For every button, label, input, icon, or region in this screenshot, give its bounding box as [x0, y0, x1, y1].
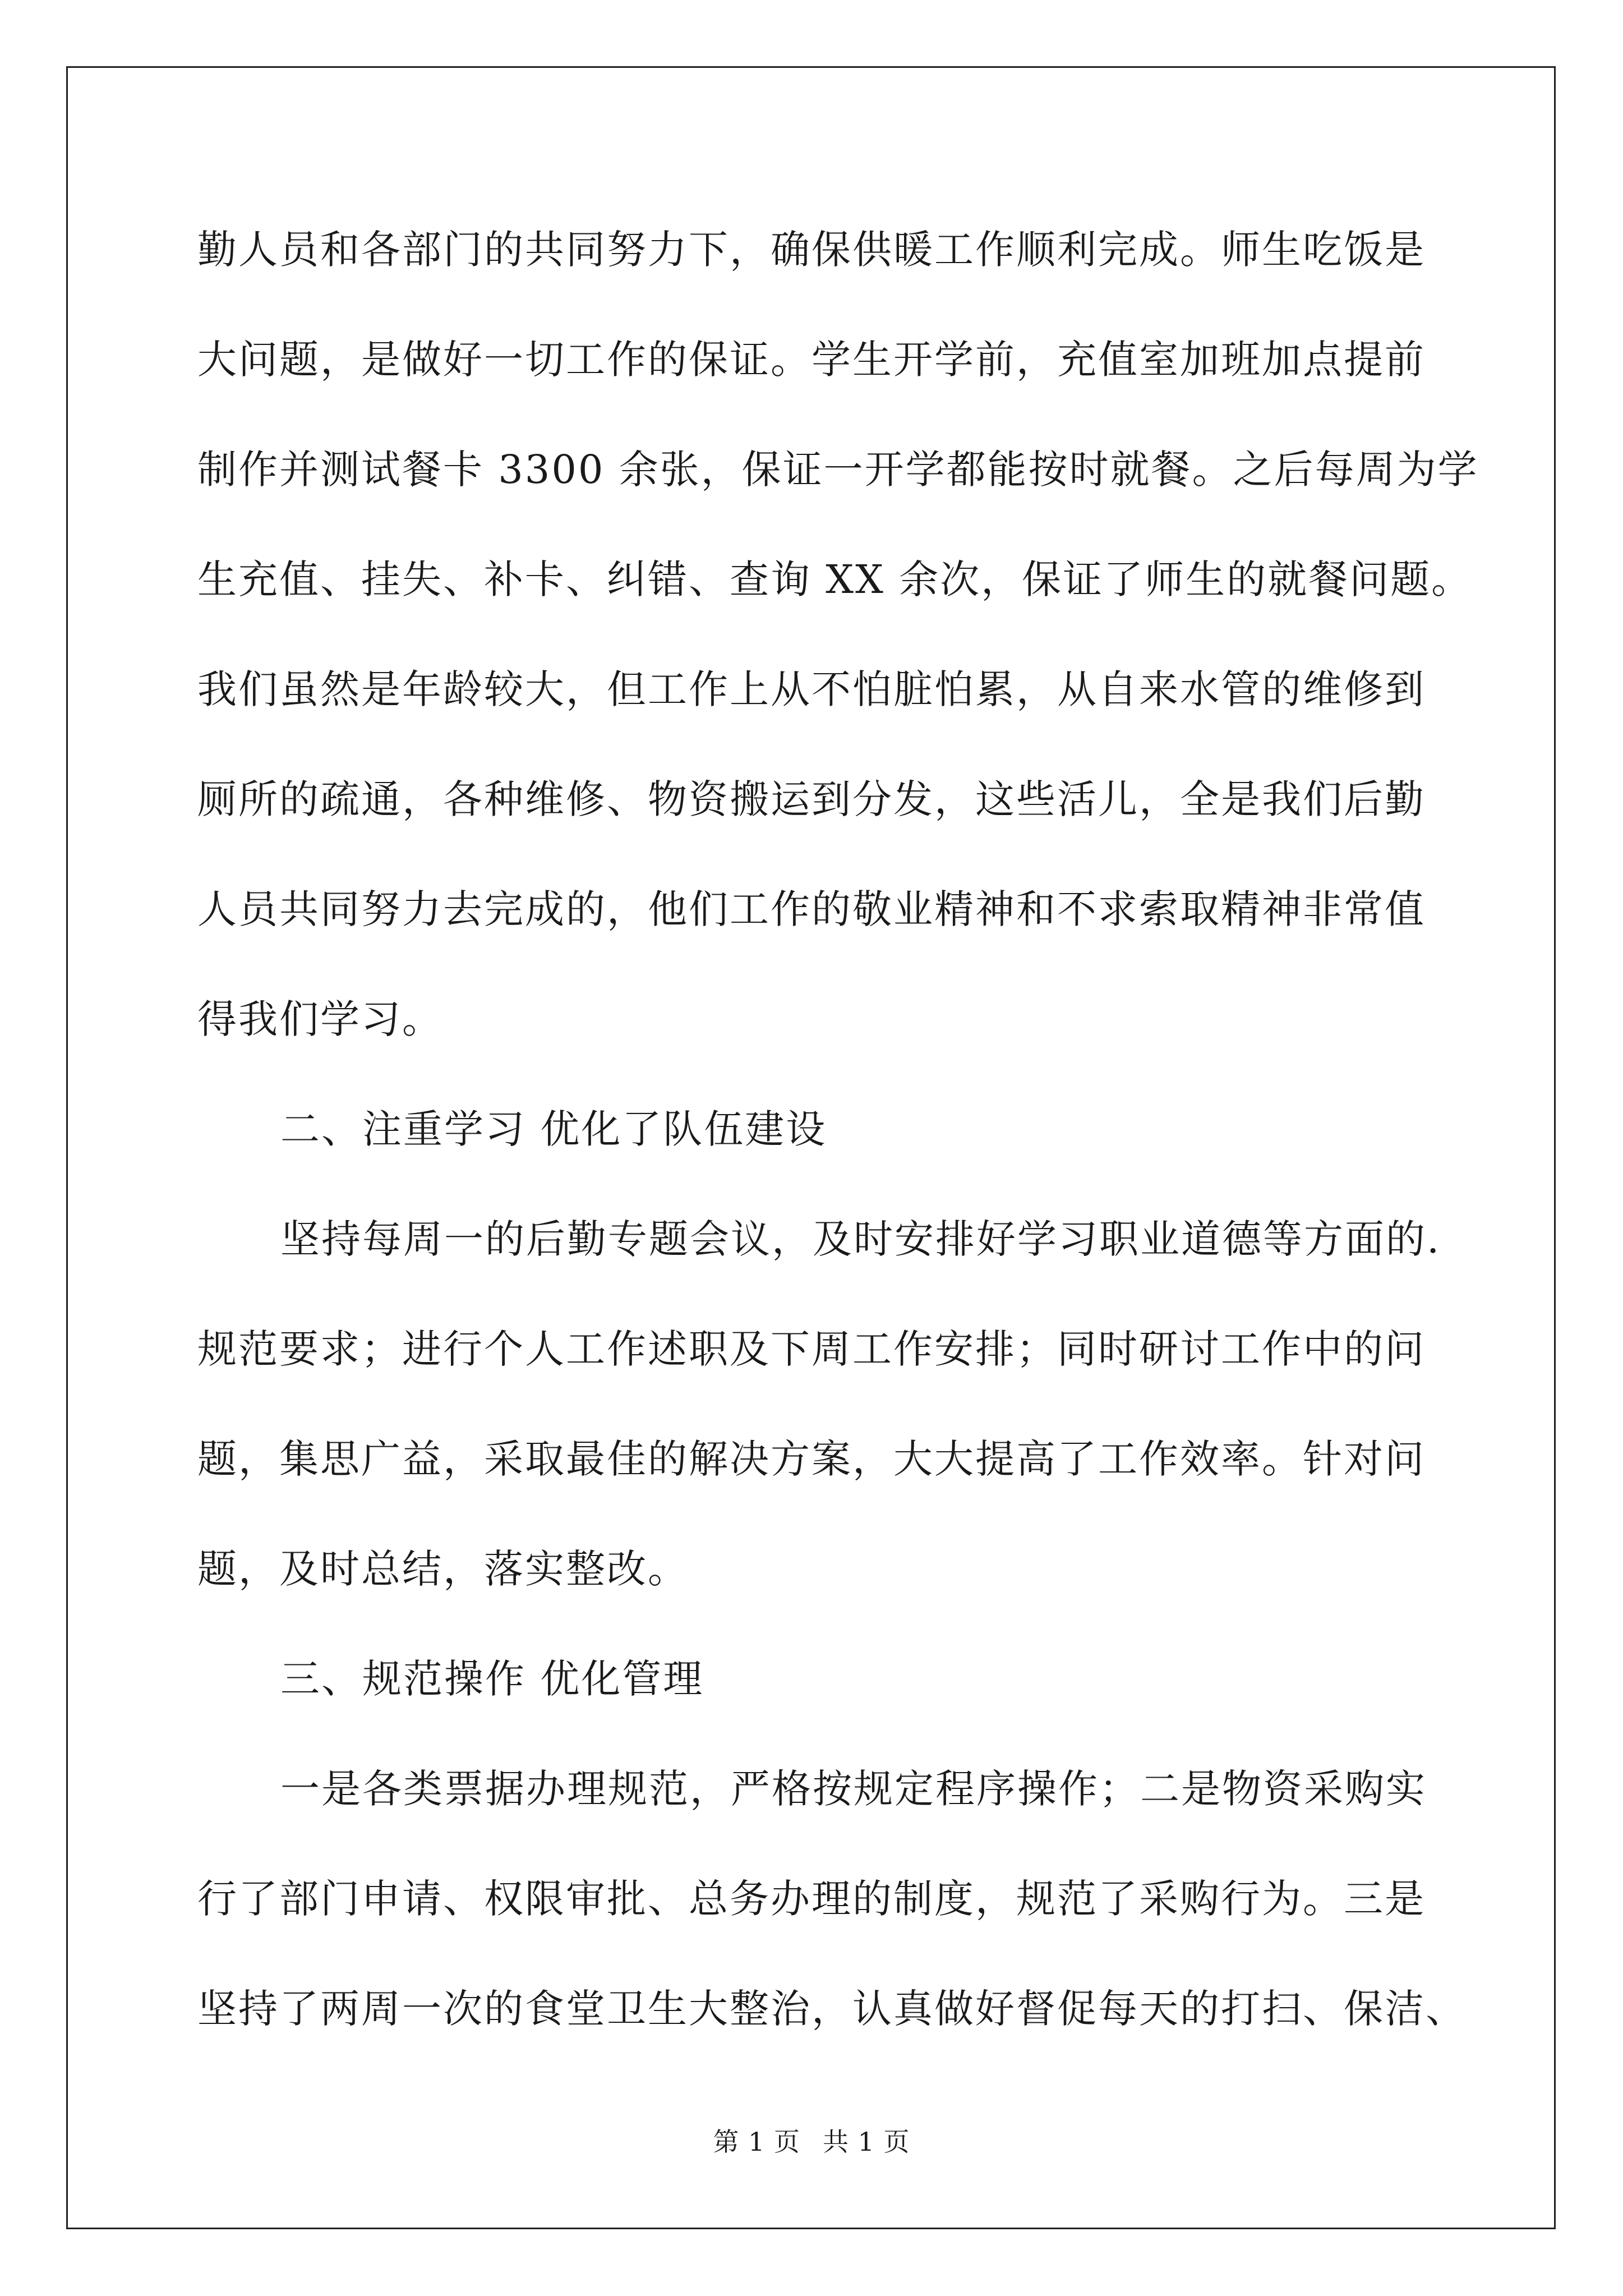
paragraph-line: 我们虽然是年龄较大，但工作上从不怕脏怕累，从自来水管的维修到: [197, 666, 1426, 712]
paragraph-line: 人员共同努力去完成的，他们工作的敬业精神和不求索取精神非常值: [197, 886, 1426, 932]
paragraph-line: 生充值、挂失、补卡、纠错、查询 XX 余次，保证了师生的就餐问题。: [197, 556, 1473, 602]
paragraph-line: 一是各类票据办理规范，严格按规定程序操作；二是物资采购实: [280, 1766, 1427, 1812]
paragraph-line: 大问题，是做好一切工作的保证。学生开学前，充值室加班加点提前: [197, 337, 1426, 383]
paragraph-line: 得我们学习。: [197, 996, 443, 1042]
paragraph-line: 行了部门申请、权限审批、总务办理的制度，规范了采购行为。三是: [197, 1876, 1426, 1922]
paragraph-line: 题，集思广益，采取最佳的解决方案，大大提高了工作效率。针对问: [197, 1436, 1426, 1482]
paragraph-line: 勤人员和各部门的共同努力下，确保供暖工作顺利完成。师生吃饭是: [197, 227, 1426, 273]
page-footer: [0, 2125, 1623, 2159]
paragraph-line: 坚持了两周一次的食堂卫生大整治，认真做好督促每天的打扫、保洁、: [197, 1986, 1467, 2032]
section-heading: 三、规范操作 优化管理: [280, 1656, 704, 1702]
page-number-current: 第 1 页: [713, 2127, 800, 2157]
page-number-total: 共 1 页: [823, 2127, 910, 2157]
section-heading: 二、注重学习 优化了队伍建设: [280, 1106, 827, 1152]
paragraph-line: 坚持每周一的后勤专题会议，及时安排好学习职业道德等方面的.: [280, 1216, 1441, 1262]
paragraph-line: 题，及时总结，落实整改。: [197, 1546, 689, 1592]
paragraph-line: 厕所的疏通，各种维修、物资搬运到分发，这些活儿，全是我们后勤: [197, 776, 1426, 822]
document-body: [197, 210, 1479, 2079]
paragraph-line: 制作并测试餐卡 3300 余张，保证一开学都能按时就餐。之后每周为学: [197, 447, 1479, 493]
paragraph-line: 规范要求；进行个人工作述职及下周工作安排；同时研讨工作中的问: [197, 1326, 1426, 1372]
